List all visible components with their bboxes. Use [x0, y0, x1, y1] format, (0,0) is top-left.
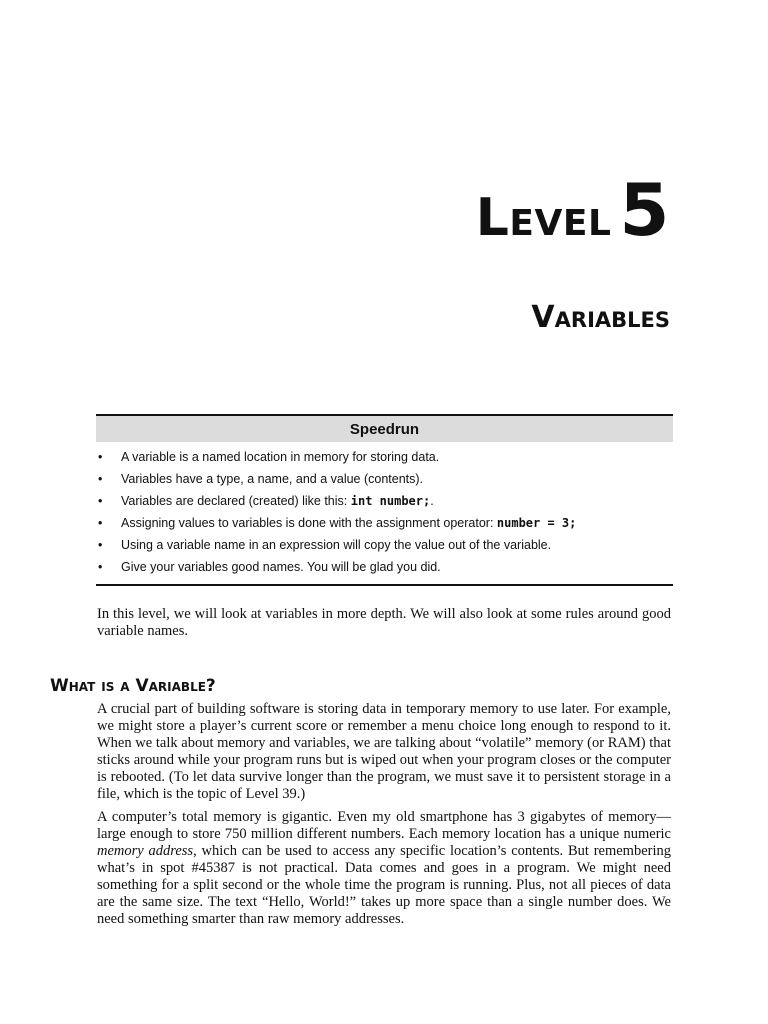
bullet-icon: •: [98, 516, 103, 530]
speedrun-header: Speedrun: [96, 416, 673, 442]
speedrun-item-text: Variables have a type, a name, and a value (contents).: [121, 472, 424, 486]
speedrun-item: [96, 468, 673, 490]
chapter-title: Variables: [531, 300, 670, 335]
emphasized-term: memory address: [97, 843, 194, 859]
body-paragraph: [97, 701, 671, 803]
paragraph-text: , which can be used to access any specific location’s contents. But remembering what’s in spot #45387 is not practical. Data comes and goes in a program. We might need something for a split second or the whole time the program is running. Plus, not all pieces of data are the same size. The text “Hello, World!” takes up more space than a single number does. We need something smarter than raw memory addresses.: [97, 843, 671, 927]
speedrun-item: [96, 512, 673, 534]
speedrun-item-text: Give your variables good names. You will be glad you did.: [121, 560, 441, 574]
paragraph-text: A computer’s total memory is gigantic. Even my old smartphone has 3 gigabytes of memory—large enough to store 750 million different numbers. Each memory location has a unique numeric: [97, 809, 671, 842]
speedrun-item: [96, 446, 673, 468]
intro-paragraph: In this level, we will look at variables in more depth. We will also look at some rules around good variable names.: [97, 606, 671, 639]
bullet-icon: •: [98, 472, 103, 486]
speedrun-box: [96, 414, 673, 586]
speedrun-item-suffix: .: [430, 494, 434, 508]
body-paragraph: [97, 809, 671, 928]
level-word: Level: [475, 188, 612, 248]
speedrun-list: [96, 442, 673, 584]
speedrun-item-text: A variable is a named location in memory for storing data.: [121, 450, 440, 464]
bullet-icon: •: [98, 450, 103, 464]
code-snippet: int number;: [350, 494, 431, 508]
paragraph-text: A crucial part of building software is storing data in temporary memory to use later. For example, we might store a player’s current score or remember a menu choice long enough to respond to it. When we talk about memory and variables, we are talking about “volatile” memory (or RAM) that sticks around while your program runs but is wiped out when your program closes or the computer is rebooted. (To let data survive longer than the program, we must save it to persistent storage in a file, which is the topic of Level 39.): [97, 701, 671, 802]
speedrun-item: [96, 490, 673, 512]
speedrun-item-text: Variables are declared (created) like this:: [121, 494, 351, 508]
code-snippet: number = 3;: [496, 516, 577, 530]
speedrun-item: [96, 534, 673, 556]
level-number: 5: [619, 168, 670, 252]
section-heading: What is a Variable?: [50, 676, 216, 696]
bullet-icon: •: [98, 560, 103, 574]
bullet-icon: •: [98, 538, 103, 552]
speedrun-item-text: Assigning values to variables is done with the assignment operator:: [121, 516, 497, 530]
bullet-icon: •: [98, 494, 103, 508]
speedrun-item-text: Using a variable name in an expression will copy the value out of the variable.: [121, 538, 552, 552]
chapter-level-title: [476, 168, 670, 252]
speedrun-item: [96, 556, 673, 578]
